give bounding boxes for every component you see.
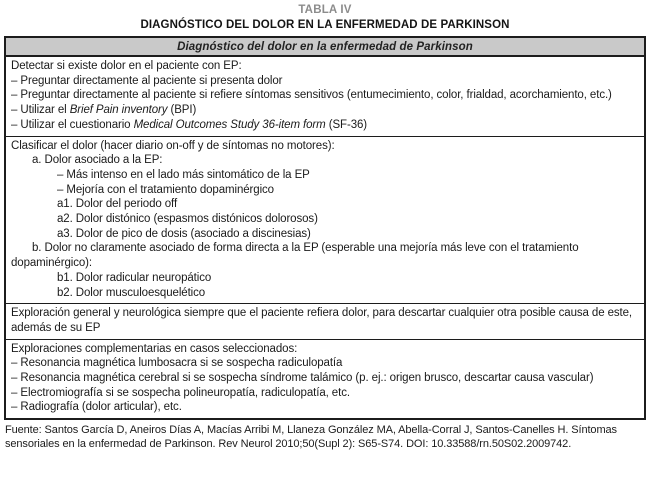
complementary-intro: Exploraciones complementarias en casos seleccionados: (11, 342, 298, 355)
detect-intro: Detectar si existe dolor en el paciente con EP: (11, 60, 242, 72)
classify-item-a-sub1: – Más intenso en el lado más sintomático de la EP (57, 168, 310, 181)
section-complementary (6, 340, 644, 419)
section-classify (6, 137, 644, 305)
title-block (4, 3, 646, 33)
diagnosis-table (4, 36, 646, 420)
section-detect (6, 57, 644, 137)
classify-item-a1: a1. Dolor del periodo off (57, 198, 178, 211)
classify-item-a2: a2. Dolor distónico (espasmos distónicos dolorosos) (57, 213, 318, 226)
classify-item-b: b. Dolor no claramente asociado de forma directa a la EP (esperable una mejoría más leve con el tratamiento dopaminérgico): (11, 242, 579, 270)
italic-term: Medical Outcomes Study 36-item form (133, 118, 326, 131)
classify-item-b1: b1. Dolor radicular neuropático (57, 271, 212, 284)
detect-item-2: – Preguntar directamente al paciente si refiere síntomas sensitivos (entumecimiento, color, frialdad, acorchamiento, etc.) (11, 89, 612, 102)
text-segment: – Utilizar el cuestionario (11, 118, 134, 131)
table-title: DIAGNÓSTICO DEL DOLOR EN LA ENFERMEDAD DE PARKINSON (140, 19, 510, 31)
table-header: Diagnóstico del dolor en la enfermedad de Parkinson (6, 38, 644, 57)
complementary-item-4: – Radiografía (dolor articular), etc. (11, 401, 182, 414)
source-citation: Fuente: Santos García D, Aneiros Días A, Macías Arribi M, Llaneza González MA, Abella-Corral J, Santos-Canelles H. Síntomas sensoriales en la enfermedad de Parkinson. Rev Neurol 2010;50(Supl 2): S65-S74. DOI: 10.33588/rn.50S02.2009742. (5, 424, 617, 450)
complementary-item-1: – Resonancia magnética lumbosacra si se sospecha radiculopatía (11, 357, 343, 370)
italic-term: Brief Pain inventory (69, 104, 168, 117)
detect-item-1: – Preguntar directamente al paciente si presenta dolor (11, 74, 283, 87)
exam-text: Exploración general y neurológica siempre que el paciente refiera dolor, para descartar cualquier otra posible causa de este, además de su EP (11, 307, 633, 334)
text-segment: – Utilizar el (11, 104, 70, 117)
complementary-item-2: – Resonancia magnética cerebral si se sospecha síndrome talámico (p. ej.: origen brusco, descartar causa vascular) (11, 372, 594, 385)
classify-intro: Clasificar el dolor (hacer diario on-off y de síntomas no motores): (11, 139, 335, 152)
complementary-item-3: – Electromiografía si se sospecha polineuropatía, radiculopatía, etc. (11, 386, 350, 399)
classify-item-a3: a3. Dolor de pico de dosis (asociado a discinesias) (57, 227, 311, 240)
text-segment: (SF-36) (325, 118, 368, 131)
classify-item-a: a. Dolor asociado a la EP: (32, 154, 163, 167)
table-number: TABLA IV (298, 4, 352, 16)
section-exam (6, 304, 644, 339)
detect-item-4 (11, 118, 638, 133)
text-segment: (BPI) (167, 104, 197, 117)
detect-item-3 (11, 103, 638, 118)
classify-item-a-sub2: – Mejoría con el tratamiento dopaminérgico (57, 183, 274, 196)
classify-item-b2: b2. Dolor musculoesquelético (57, 286, 206, 299)
